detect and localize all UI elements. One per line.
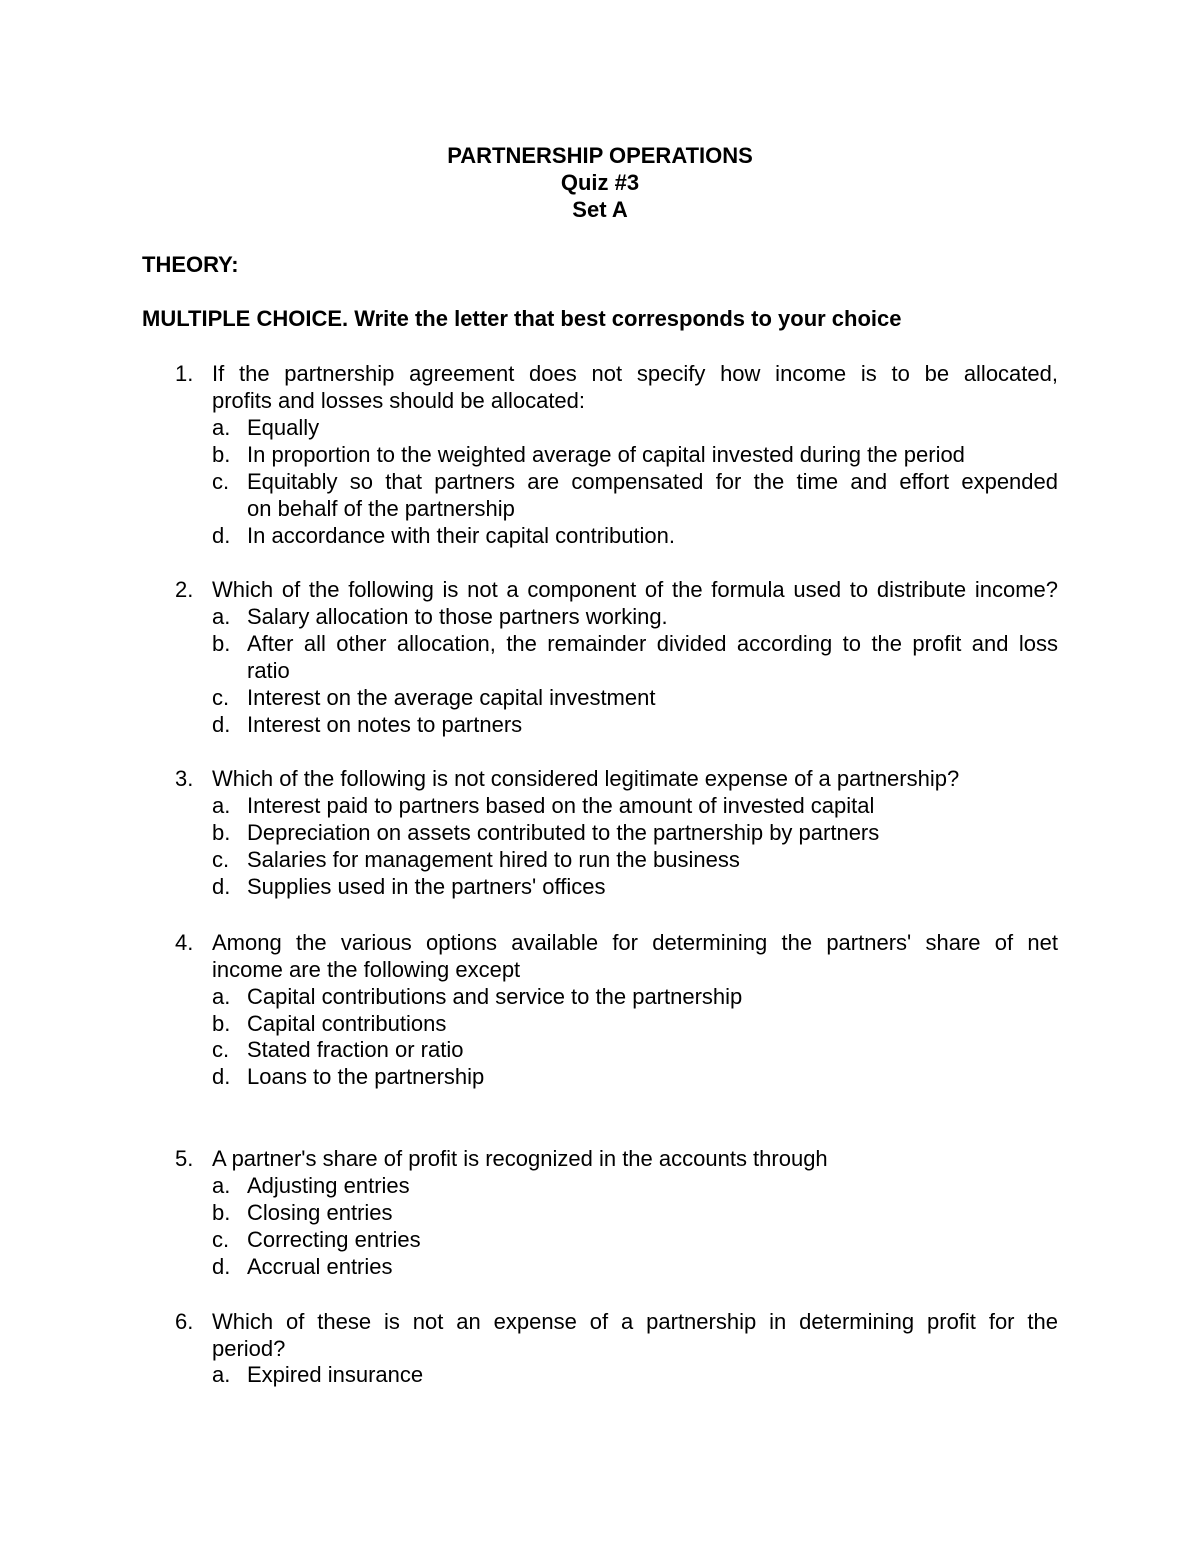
option-letter: b. — [212, 1011, 231, 1036]
option-letter: c. — [212, 1037, 230, 1062]
option-text: In accordance with their capital contribution. — [247, 523, 676, 548]
option-letter: d. — [212, 1254, 231, 1279]
option-text: Stated fraction or ratio — [247, 1037, 464, 1062]
question-number: 2. — [175, 577, 194, 602]
option-letter: b. — [212, 820, 231, 845]
question-number: 5. — [175, 1146, 194, 1171]
option-text: Capital contributions — [247, 1011, 447, 1036]
option-letter: b. — [212, 442, 231, 467]
option-text: In proportion to the weighted average of capital invested during the period — [247, 442, 965, 467]
option-text: Salaries for management hired to run the business — [247, 847, 740, 872]
option-text: After all other allocation, the remainder divided according to the profit and loss — [247, 631, 1058, 656]
question-text-line: If the partnership agreement does not specify how income is to be allocated, — [212, 361, 1058, 386]
option-text: Capital contributions and service to the partnership — [247, 984, 743, 1009]
option-text: Interest on notes to partners — [247, 712, 523, 737]
option-text: Accrual entries — [247, 1254, 393, 1279]
option-letter: c. — [212, 685, 230, 710]
question-text-line: A partner's share of profit is recognized in the accounts through — [212, 1146, 828, 1171]
question-text-line: Among the various options available for determining the partners' share of net — [212, 930, 1058, 955]
theory-heading: THEORY: — [142, 252, 239, 277]
option-letter: d. — [212, 1064, 231, 1089]
option-letter: a. — [212, 415, 231, 440]
option-text: Equitably so that partners are compensated for the time and effort expended — [247, 469, 1058, 494]
option-text: on behalf of the partnership — [247, 496, 515, 521]
question-text-line: period? — [212, 1336, 286, 1361]
option-letter: a. — [212, 1173, 231, 1198]
option-letter: d. — [212, 712, 231, 737]
document-title: PARTNERSHIP OPERATIONS — [447, 143, 753, 168]
question-text-line: Which of the following is not considered legitimate expense of a partnership? — [212, 766, 960, 791]
option-letter: a. — [212, 1362, 231, 1387]
option-letter: b. — [212, 631, 231, 656]
question-text-line: Which of these is not an expense of a partnership in determining profit for the — [212, 1309, 1058, 1334]
option-text: Expired insurance — [247, 1362, 424, 1387]
option-letter: d. — [212, 874, 231, 899]
option-letter: c. — [212, 469, 230, 494]
option-letter: b. — [212, 1200, 231, 1225]
option-text: Interest paid to partners based on the amount of invested capital — [247, 793, 875, 818]
option-letter: a. — [212, 984, 231, 1009]
option-text: Salary allocation to those partners working. — [247, 604, 668, 629]
option-letter: c. — [212, 847, 230, 872]
option-text: Loans to the partnership — [247, 1064, 485, 1089]
question-number: 1. — [175, 361, 194, 386]
option-letter: d. — [212, 523, 231, 548]
option-text: Depreciation on assets contributed to the partnership by partners — [247, 820, 880, 845]
instructions-heading: MULTIPLE CHOICE. Write the letter that best corresponds to your choice — [142, 306, 902, 331]
question-number: 6. — [175, 1309, 194, 1334]
option-text: Supplies used in the partners' offices — [247, 874, 606, 899]
question-number: 3. — [175, 766, 194, 791]
option-text: ratio — [247, 658, 290, 683]
question-text-line: Which of the following is not a component of the formula used to distribute income? — [212, 577, 1058, 602]
option-text: Interest on the average capital investment — [247, 685, 656, 710]
option-letter: a. — [212, 604, 231, 629]
option-letter: a. — [212, 793, 231, 818]
question-number: 4. — [175, 930, 194, 955]
set-label: Set A — [572, 197, 628, 222]
question-text-line: income are the following except — [212, 957, 521, 982]
quiz-number: Quiz #3 — [560, 170, 640, 195]
option-text: Equally — [247, 415, 320, 440]
option-letter: c. — [212, 1227, 230, 1252]
option-text: Adjusting entries — [247, 1173, 410, 1198]
option-text: Closing entries — [247, 1200, 393, 1225]
option-text: Correcting entries — [247, 1227, 421, 1252]
question-text-line: profits and losses should be allocated: — [212, 388, 586, 413]
